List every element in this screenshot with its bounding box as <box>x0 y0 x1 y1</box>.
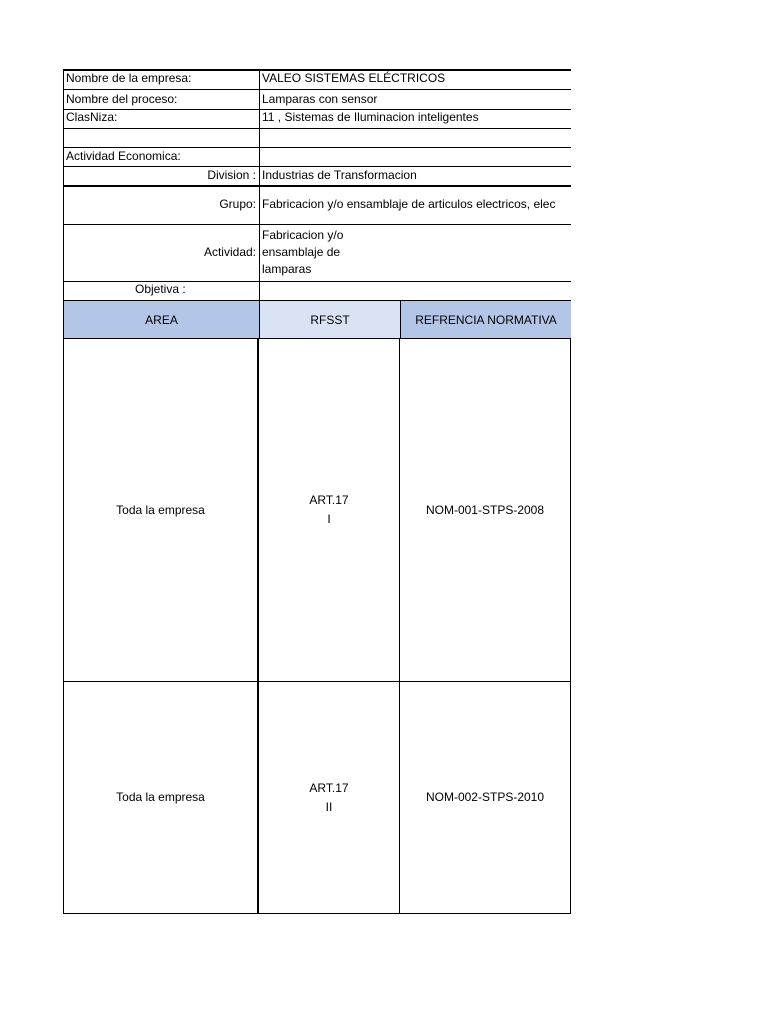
row-actividad <box>63 225 571 281</box>
cell-area: Toda la empresa <box>63 339 259 681</box>
division-label: Division : <box>63 167 259 185</box>
clasniza-value: 11 , Sistemas de Iluminacion inteligentes <box>259 110 571 128</box>
row-division <box>63 167 571 185</box>
empresa-label: Nombre de la empresa: <box>63 71 259 89</box>
row-grupo <box>63 187 571 224</box>
grupo-value: Fabricacion y/o ensamblaje de articulos electricos, elec <box>259 187 571 224</box>
header-area <box>63 300 259 339</box>
actividad-economica-label: Actividad Economica: <box>63 148 259 166</box>
cell-referencia: NOM-001-STPS-2008 <box>400 339 571 681</box>
cell-area: Toda la empresa <box>63 682 259 913</box>
row-empty <box>63 129 571 147</box>
row-proceso <box>63 90 571 109</box>
table-header <box>63 300 571 339</box>
clasniza-label: ClasNiza: <box>63 110 259 128</box>
division-value: Industrias de Transformacion <box>259 167 571 185</box>
bottom-border <box>63 913 571 914</box>
header-rfsst <box>259 300 400 339</box>
proceso-value: Lamparas con sensor <box>259 90 571 109</box>
row-actividad-economica <box>63 148 571 166</box>
row-clasniza <box>63 110 571 128</box>
cell-rfsst: ART.17 I <box>259 339 400 681</box>
empty-value <box>259 129 571 147</box>
actividad-economica-value <box>259 148 571 166</box>
row-objetiva <box>63 282 571 300</box>
header-area-label: AREA <box>145 312 178 327</box>
table-row <box>63 682 571 913</box>
table-row <box>63 339 571 681</box>
header-referencia-label: REFRENCIA NORMATIVA <box>415 312 557 327</box>
cell-rfsst: ART.17 II <box>259 682 400 913</box>
header-referencia <box>400 300 571 339</box>
empty-label <box>63 129 259 147</box>
empresa-value: VALEO SISTEMAS ELÉCTRICOS <box>259 71 571 89</box>
objetiva-value <box>259 282 571 300</box>
proceso-label: Nombre del proceso: <box>63 90 259 109</box>
cell-referencia: NOM-002-STPS-2010 <box>400 682 571 913</box>
grupo-label: Grupo: <box>63 187 259 224</box>
header-rfsst-label: RFSST <box>310 312 350 327</box>
actividad-label: Actividad: <box>63 225 259 281</box>
objetiva-label: Objetiva : <box>63 282 259 300</box>
actividad-value: Fabricacion y/o ensamblaje de lamparas <box>259 225 571 281</box>
row-empresa <box>63 71 571 89</box>
